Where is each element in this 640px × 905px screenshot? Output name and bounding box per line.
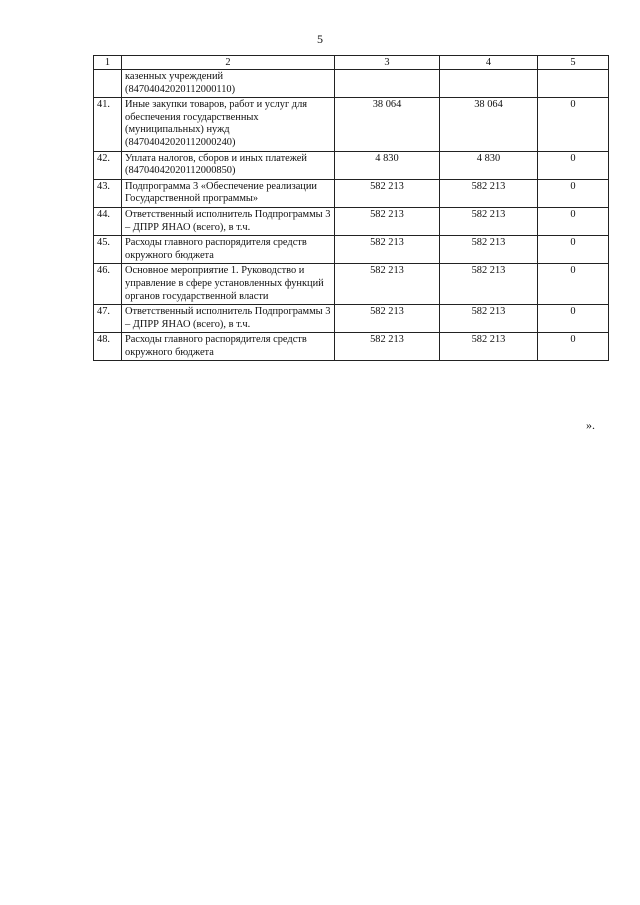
row-col-4-value: 582 213 — [440, 236, 538, 264]
table-row — [94, 264, 609, 305]
row-col-3-value: 38 064 — [335, 98, 440, 151]
header-col-1: 1 — [94, 56, 122, 70]
closing-quote-mark: ». — [586, 418, 595, 432]
header-col-5: 5 — [538, 56, 609, 70]
row-number: 42. — [94, 151, 122, 179]
row-description: казенных учреждений (84704042020112000110) — [122, 70, 335, 98]
row-col-5-value: 0 — [538, 207, 609, 235]
table-row — [94, 236, 609, 264]
row-col-5-value — [538, 70, 609, 98]
row-col-5-value: 0 — [538, 333, 609, 361]
row-description: Уплата налогов, сборов и иных платежей (84704042020112000850) — [122, 151, 335, 179]
budget-table — [93, 55, 609, 361]
row-col-5-value: 0 — [538, 179, 609, 207]
row-col-4-value: 582 213 — [440, 264, 538, 305]
table-row — [94, 151, 609, 179]
table-row — [94, 179, 609, 207]
row-col-3-value: 4 830 — [335, 151, 440, 179]
row-number: 48. — [94, 333, 122, 361]
row-description: Иные закупки товаров, работ и услуг для обеспечения государственных (муниципальных) нужд (84704042020112000240) — [122, 98, 335, 151]
row-col-4-value: 4 830 — [440, 151, 538, 179]
row-description: Основное мероприятие 1. Руководство и управление в сфере установленных функций органов государственной власти — [122, 264, 335, 305]
row-number: 43. — [94, 179, 122, 207]
header-col-3: 3 — [335, 56, 440, 70]
row-description: Ответственный исполнитель Подпрограммы 3 – ДПРР ЯНАО (всего), в т.ч. — [122, 305, 335, 333]
table-header-row — [94, 56, 609, 70]
row-col-5-value: 0 — [538, 151, 609, 179]
row-col-3-value: 582 213 — [335, 305, 440, 333]
row-description: Ответственный исполнитель Подпрограммы 3 – ДПРР ЯНАО (всего), в т.ч. — [122, 207, 335, 235]
page-number: 5 — [317, 32, 323, 46]
table-row — [94, 98, 609, 151]
row-col-3-value: 582 213 — [335, 179, 440, 207]
table-row-continuation — [94, 70, 609, 98]
row-col-3-value: 582 213 — [335, 333, 440, 361]
row-description: Расходы главного распорядителя средств окружного бюджета — [122, 333, 335, 361]
row-number: 46. — [94, 264, 122, 305]
row-col-5-value: 0 — [538, 236, 609, 264]
row-col-3-value: 582 213 — [335, 236, 440, 264]
header-col-2: 2 — [122, 56, 335, 70]
row-col-5-value: 0 — [538, 305, 609, 333]
row-col-4-value: 582 213 — [440, 179, 538, 207]
row-number: 45. — [94, 236, 122, 264]
row-number — [94, 70, 122, 98]
row-col-3-value: 582 213 — [335, 207, 440, 235]
row-col-4-value: 582 213 — [440, 305, 538, 333]
row-description: Расходы главного распорядителя средств окружного бюджета — [122, 236, 335, 264]
header-col-4: 4 — [440, 56, 538, 70]
row-col-4-value — [440, 70, 538, 98]
table-row — [94, 305, 609, 333]
table-row — [94, 207, 609, 235]
row-col-5-value: 0 — [538, 98, 609, 151]
table-row — [94, 333, 609, 361]
row-number: 44. — [94, 207, 122, 235]
row-number: 41. — [94, 98, 122, 151]
row-description: Подпрограмма 3 «Обеспечение реализации Государственной программы» — [122, 179, 335, 207]
row-col-5-value: 0 — [538, 264, 609, 305]
row-col-4-value: 38 064 — [440, 98, 538, 151]
row-col-4-value: 582 213 — [440, 207, 538, 235]
row-col-3-value — [335, 70, 440, 98]
row-number: 47. — [94, 305, 122, 333]
row-col-4-value: 582 213 — [440, 333, 538, 361]
row-col-3-value: 582 213 — [335, 264, 440, 305]
